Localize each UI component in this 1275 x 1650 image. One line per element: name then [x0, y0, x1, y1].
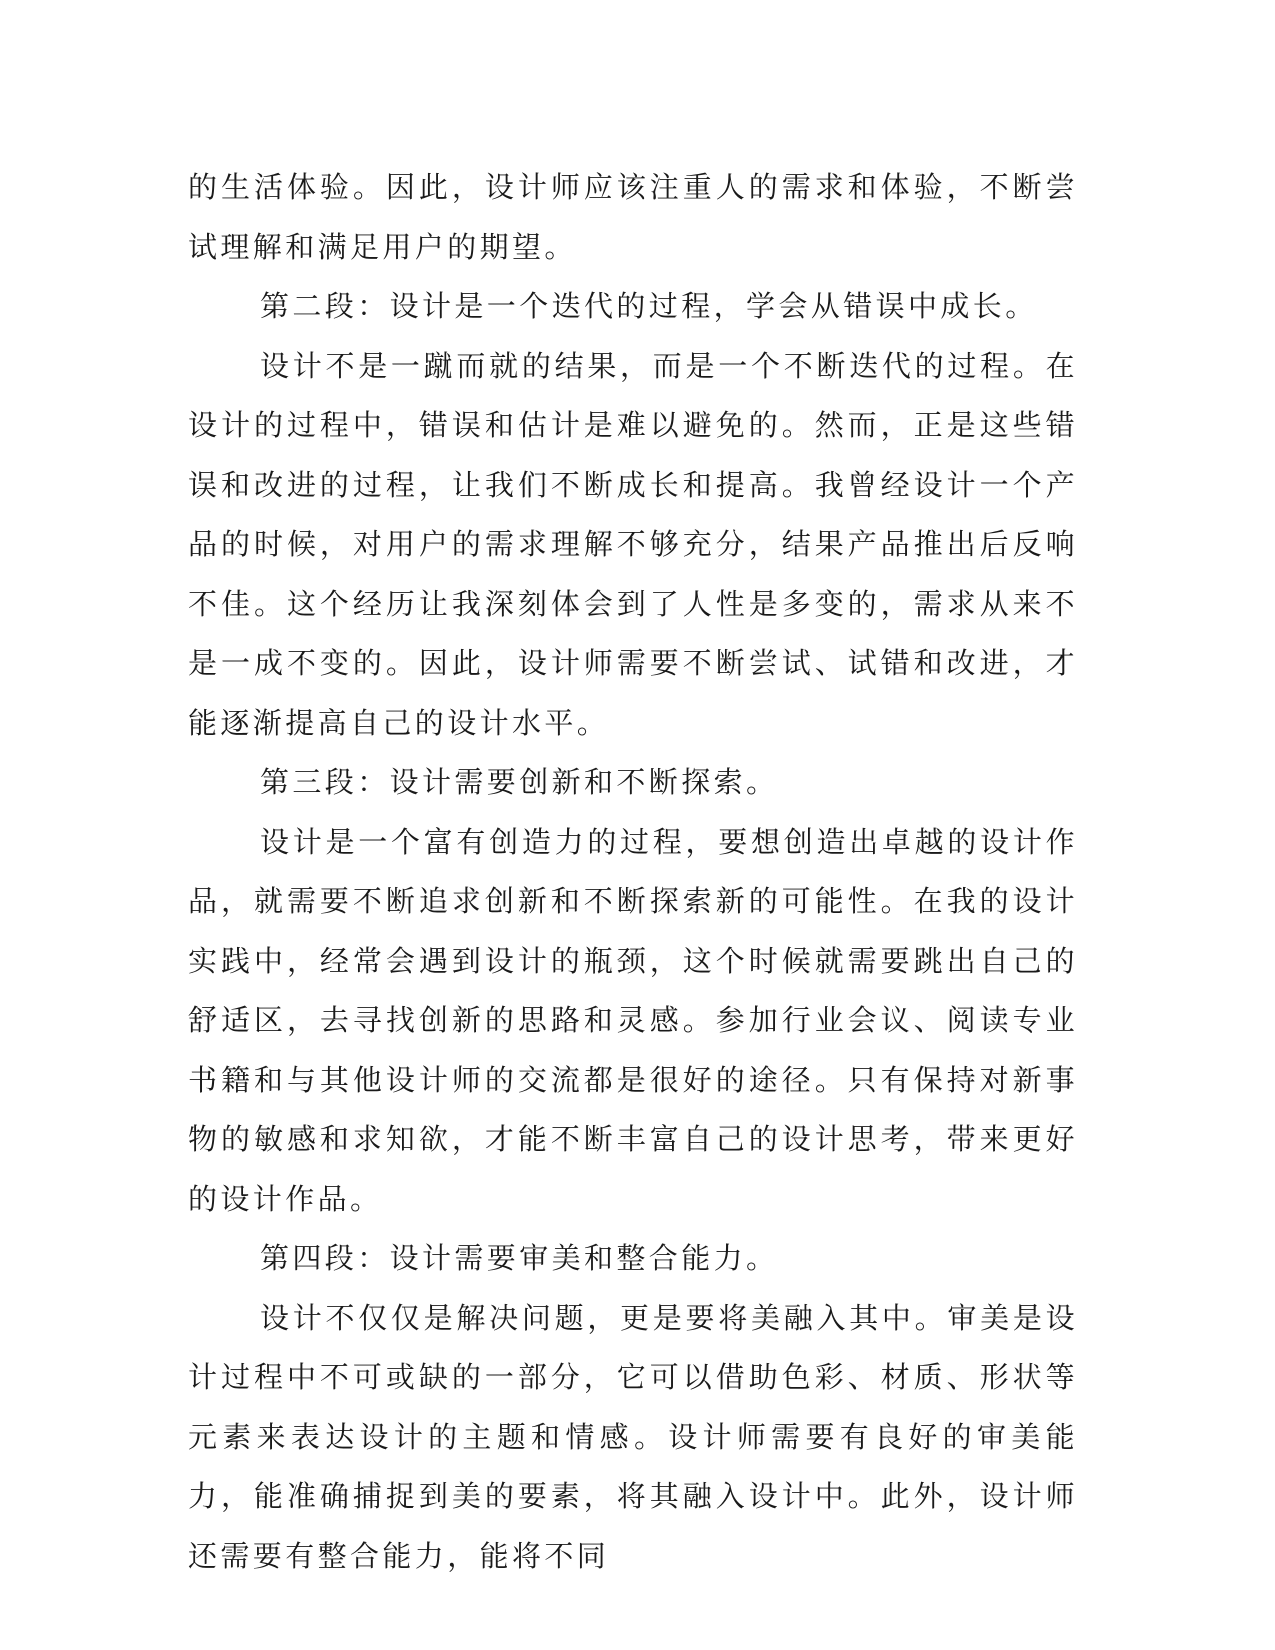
paragraph-iteration: 设计不是一蹴而就的结果，而是一个不断迭代的过程。在设计的过程中，错误和估计是难以避免的。然而，正是这些错误和改进的过程，让我们不断成长和提高。我曾经设计一个产品的时候，对用户的需求理解不够充分，结果产品推出后反响不佳。这个经历让我深刻体会到了人性是多变的，需求从来不是一成不变的。因此，设计师需要不断尝试、试错和改进，才能逐渐提高自己的设计水平。 — [188, 348, 1078, 740]
paragraph-aesthetics: 设计不仅仅是解决问题，更是要将美融入其中。审美是设计过程中不可或缺的一部分，它可以借助色彩、材质、形状等元素来表达设计的主题和情感。设计师需要有良好的审美能力，能准确捕捉到美的要素，将其融入设计中。此外，设计师还需要有整合能力，能将不同 — [188, 1300, 1078, 1573]
section-heading-4: 第四段：设计需要审美和整合能力。 — [260, 1241, 779, 1275]
paragraph-continued-from-previous-page: 的生活体验。因此，设计师应该注重人的需求和体验，不断尝试理解和满足用户的期望。 — [188, 170, 1078, 264]
document-body — [188, 158, 1078, 1586]
section-heading-2: 第二段：设计是一个迭代的过程，学会从错误中成长。 — [260, 289, 1038, 323]
section-heading-3: 第三段：设计需要创新和不断探索。 — [260, 765, 779, 799]
paragraph-innovation: 设计是一个富有创造力的过程，要想创造出卓越的设计作品，就需要不断追求创新和不断探索新的可能性。在我的设计实践中，经常会遇到设计的瓶颈，这个时候就需要跳出自己的舒适区，去寻找创新的思路和灵感。参加行业会议、阅读专业书籍和与其他设计师的交流都是很好的途径。只有保持对新事物的敏感和求知欲，才能不断丰富自己的设计思考，带来更好的设计作品。 — [188, 824, 1078, 1216]
